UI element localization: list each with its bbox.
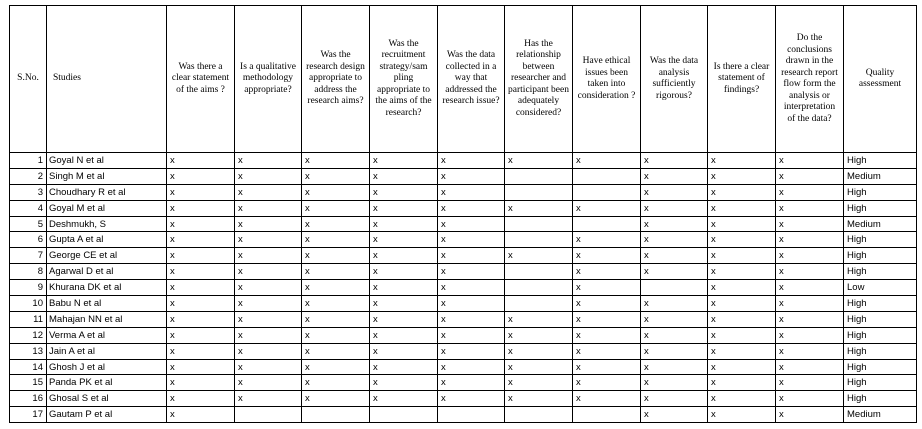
- quality-rating-cell: High: [844, 248, 917, 264]
- criterion-mark-cell: [235, 407, 302, 423]
- study-name-cell: Goyal N et al: [47, 153, 167, 169]
- criterion-mark-cell: x: [708, 407, 776, 423]
- criterion-mark-cell: x: [573, 153, 641, 169]
- criterion-mark-cell: x: [235, 216, 302, 232]
- criterion-mark-cell: x: [302, 232, 370, 248]
- table-row: [10, 168, 917, 184]
- criterion-mark-cell: x: [708, 248, 776, 264]
- criterion-mark-cell: x: [505, 359, 573, 375]
- criterion-mark-cell: [573, 216, 641, 232]
- criterion-mark-cell: x: [370, 168, 438, 184]
- quality-rating-cell: High: [844, 232, 917, 248]
- criterion-mark-cell: x: [167, 232, 235, 248]
- col-header-conclusions: Do the conclusions drawn in the research report flow form the analysis or interpretation of the data?: [776, 6, 844, 153]
- criterion-mark-cell: x: [438, 248, 505, 264]
- quality-rating-cell: Medium: [844, 407, 917, 423]
- criterion-mark-cell: x: [167, 375, 235, 391]
- col-header-design: Was the research design appropriate to address the research aims?: [302, 6, 370, 153]
- criterion-mark-cell: x: [708, 153, 776, 169]
- criterion-mark-cell: x: [641, 343, 708, 359]
- criterion-mark-cell: x: [776, 184, 844, 200]
- criterion-mark-cell: x: [573, 296, 641, 312]
- criterion-mark-cell: x: [641, 375, 708, 391]
- col-header-analysis: Was the data analysis sufficiently rigorous?: [641, 6, 708, 153]
- criterion-mark-cell: x: [235, 391, 302, 407]
- criterion-mark-cell: x: [302, 375, 370, 391]
- serial-number-cell: 15: [10, 375, 47, 391]
- study-name-cell: Gautam P et al: [47, 407, 167, 423]
- study-name-cell: Agarwal D et al: [47, 264, 167, 280]
- serial-number-cell: 2: [10, 168, 47, 184]
- criterion-mark-cell: x: [641, 264, 708, 280]
- criterion-mark-cell: x: [370, 359, 438, 375]
- study-name-cell: George CE et al: [47, 248, 167, 264]
- quality-rating-cell: Medium: [844, 168, 917, 184]
- col-header-findings: Is there a clear statement of findings?: [708, 6, 776, 153]
- criterion-mark-cell: x: [708, 296, 776, 312]
- criterion-mark-cell: x: [708, 216, 776, 232]
- criterion-mark-cell: x: [505, 200, 573, 216]
- criterion-mark-cell: x: [708, 232, 776, 248]
- criterion-mark-cell: x: [776, 232, 844, 248]
- criterion-mark-cell: [573, 168, 641, 184]
- criterion-mark-cell: x: [438, 280, 505, 296]
- serial-number-cell: 8: [10, 264, 47, 280]
- table-row: [10, 407, 917, 423]
- criterion-mark-cell: x: [708, 200, 776, 216]
- criterion-mark-cell: x: [776, 264, 844, 280]
- criterion-mark-cell: x: [708, 343, 776, 359]
- criterion-mark-cell: x: [776, 375, 844, 391]
- criterion-mark-cell: x: [708, 359, 776, 375]
- study-name-cell: Babu N et al: [47, 296, 167, 312]
- criterion-mark-cell: x: [776, 327, 844, 343]
- criterion-mark-cell: x: [370, 216, 438, 232]
- criterion-mark-cell: x: [776, 153, 844, 169]
- criterion-mark-cell: x: [302, 168, 370, 184]
- criterion-mark-cell: x: [167, 153, 235, 169]
- serial-number-cell: 11: [10, 311, 47, 327]
- criterion-mark-cell: x: [370, 184, 438, 200]
- col-header-aims: Was there a clear statement of the aims ?: [167, 6, 235, 153]
- criterion-mark-cell: x: [708, 375, 776, 391]
- serial-number-cell: 5: [10, 216, 47, 232]
- criterion-mark-cell: x: [641, 232, 708, 248]
- criterion-mark-cell: [505, 216, 573, 232]
- criterion-mark-cell: x: [641, 296, 708, 312]
- criterion-mark-cell: x: [302, 327, 370, 343]
- criterion-mark-cell: x: [235, 248, 302, 264]
- criterion-mark-cell: x: [573, 248, 641, 264]
- criterion-mark-cell: x: [167, 264, 235, 280]
- criterion-mark-cell: x: [302, 280, 370, 296]
- table-row: [10, 359, 917, 375]
- criterion-mark-cell: x: [438, 391, 505, 407]
- criterion-mark-cell: x: [302, 184, 370, 200]
- criterion-mark-cell: x: [167, 184, 235, 200]
- criterion-mark-cell: x: [776, 168, 844, 184]
- serial-number-cell: 13: [10, 343, 47, 359]
- study-name-cell: Singh M et al: [47, 168, 167, 184]
- criterion-mark-cell: x: [708, 168, 776, 184]
- quality-assessment-table: [9, 5, 917, 423]
- criterion-mark-cell: x: [167, 248, 235, 264]
- quality-rating-cell: High: [844, 200, 917, 216]
- study-name-cell: Ghosal S et al: [47, 391, 167, 407]
- criterion-mark-cell: x: [573, 359, 641, 375]
- col-header-relationship: Has the relationship between researcher and participant been adequately considered?: [505, 6, 573, 153]
- criterion-mark-cell: x: [505, 375, 573, 391]
- criterion-mark-cell: x: [776, 296, 844, 312]
- criterion-mark-cell: x: [370, 264, 438, 280]
- criterion-mark-cell: x: [505, 391, 573, 407]
- criterion-mark-cell: x: [235, 184, 302, 200]
- criterion-mark-cell: x: [776, 359, 844, 375]
- criterion-mark-cell: x: [708, 280, 776, 296]
- table-row: [10, 232, 917, 248]
- criterion-mark-cell: [573, 407, 641, 423]
- col-header-quality: Quality assessment: [844, 6, 917, 153]
- criterion-mark-cell: x: [167, 311, 235, 327]
- criterion-mark-cell: x: [302, 391, 370, 407]
- table-row: [10, 153, 917, 169]
- table-row: [10, 311, 917, 327]
- quality-rating-cell: High: [844, 391, 917, 407]
- criterion-mark-cell: x: [167, 216, 235, 232]
- criterion-mark-cell: x: [438, 359, 505, 375]
- table-row: [10, 280, 917, 296]
- serial-number-cell: 1: [10, 153, 47, 169]
- criterion-mark-cell: x: [370, 343, 438, 359]
- criterion-mark-cell: x: [302, 200, 370, 216]
- criterion-mark-cell: x: [235, 153, 302, 169]
- criterion-mark-cell: x: [167, 327, 235, 343]
- criterion-mark-cell: x: [370, 280, 438, 296]
- criterion-mark-cell: x: [573, 280, 641, 296]
- criterion-mark-cell: [505, 280, 573, 296]
- col-header-data-collection: Was the data collected in a way that addressed the research issue?: [438, 6, 505, 153]
- quality-rating-cell: High: [844, 153, 917, 169]
- quality-rating-cell: Low: [844, 280, 917, 296]
- criterion-mark-cell: x: [776, 311, 844, 327]
- study-name-cell: Khurana DK et al: [47, 280, 167, 296]
- criterion-mark-cell: [641, 280, 708, 296]
- quality-rating-cell: High: [844, 359, 917, 375]
- col-header-methodology: Is a qualitative methodology appropriate?: [235, 6, 302, 153]
- serial-number-cell: 3: [10, 184, 47, 200]
- serial-number-cell: 7: [10, 248, 47, 264]
- table-row: [10, 248, 917, 264]
- study-name-cell: Deshmukh, S: [47, 216, 167, 232]
- criterion-mark-cell: x: [573, 391, 641, 407]
- criterion-mark-cell: x: [370, 232, 438, 248]
- criterion-mark-cell: [505, 184, 573, 200]
- criterion-mark-cell: x: [370, 296, 438, 312]
- criterion-mark-cell: [302, 407, 370, 423]
- table-row: [10, 296, 917, 312]
- criterion-mark-cell: x: [641, 184, 708, 200]
- criterion-mark-cell: x: [438, 311, 505, 327]
- criterion-mark-cell: x: [370, 248, 438, 264]
- criterion-mark-cell: x: [573, 343, 641, 359]
- criterion-mark-cell: x: [573, 375, 641, 391]
- criterion-mark-cell: x: [167, 200, 235, 216]
- criterion-mark-cell: x: [235, 296, 302, 312]
- serial-number-cell: 16: [10, 391, 47, 407]
- criterion-mark-cell: x: [167, 296, 235, 312]
- criterion-mark-cell: x: [505, 343, 573, 359]
- header-row: [10, 6, 917, 153]
- criterion-mark-cell: x: [302, 153, 370, 169]
- criterion-mark-cell: x: [235, 280, 302, 296]
- criterion-mark-cell: x: [302, 248, 370, 264]
- study-name-cell: Ghosh J et al: [47, 359, 167, 375]
- criterion-mark-cell: x: [302, 343, 370, 359]
- criterion-mark-cell: x: [505, 153, 573, 169]
- serial-number-cell: 4: [10, 200, 47, 216]
- criterion-mark-cell: x: [235, 264, 302, 280]
- criterion-mark-cell: x: [505, 311, 573, 327]
- criterion-mark-cell: x: [438, 184, 505, 200]
- criterion-mark-cell: x: [708, 327, 776, 343]
- criterion-mark-cell: x: [573, 200, 641, 216]
- criterion-mark-cell: x: [776, 200, 844, 216]
- criterion-mark-cell: x: [302, 359, 370, 375]
- col-header-recruitment: Was the recruitment strategy/sam pling appropriate to the aims of the research?: [370, 6, 438, 153]
- criterion-mark-cell: x: [370, 375, 438, 391]
- serial-number-cell: 10: [10, 296, 47, 312]
- criterion-mark-cell: x: [641, 248, 708, 264]
- criterion-mark-cell: x: [776, 280, 844, 296]
- criterion-mark-cell: [573, 184, 641, 200]
- criterion-mark-cell: x: [776, 343, 844, 359]
- criterion-mark-cell: x: [302, 264, 370, 280]
- criterion-mark-cell: x: [641, 311, 708, 327]
- criterion-mark-cell: x: [167, 168, 235, 184]
- criterion-mark-cell: x: [370, 311, 438, 327]
- criterion-mark-cell: x: [167, 343, 235, 359]
- quality-rating-cell: Medium: [844, 216, 917, 232]
- serial-number-cell: 6: [10, 232, 47, 248]
- criterion-mark-cell: [505, 264, 573, 280]
- criterion-mark-cell: x: [235, 232, 302, 248]
- criterion-mark-cell: x: [438, 343, 505, 359]
- quality-rating-cell: High: [844, 343, 917, 359]
- criterion-mark-cell: x: [641, 407, 708, 423]
- criterion-mark-cell: x: [370, 153, 438, 169]
- criterion-mark-cell: x: [235, 200, 302, 216]
- criterion-mark-cell: x: [708, 184, 776, 200]
- criterion-mark-cell: [505, 168, 573, 184]
- criterion-mark-cell: x: [776, 391, 844, 407]
- criterion-mark-cell: x: [573, 327, 641, 343]
- study-name-cell: Mahajan NN et al: [47, 311, 167, 327]
- criterion-mark-cell: [370, 407, 438, 423]
- table-row: [10, 375, 917, 391]
- criterion-mark-cell: x: [302, 296, 370, 312]
- table-row: [10, 216, 917, 232]
- criterion-mark-cell: x: [167, 280, 235, 296]
- criterion-mark-cell: x: [167, 407, 235, 423]
- criterion-mark-cell: x: [573, 311, 641, 327]
- criterion-mark-cell: x: [302, 216, 370, 232]
- serial-number-cell: 12: [10, 327, 47, 343]
- criterion-mark-cell: x: [438, 264, 505, 280]
- quality-rating-cell: High: [844, 327, 917, 343]
- table-row: [10, 200, 917, 216]
- col-header-sno: S.No.: [10, 6, 47, 153]
- criterion-mark-cell: x: [302, 311, 370, 327]
- criterion-mark-cell: x: [708, 311, 776, 327]
- criterion-mark-cell: [438, 407, 505, 423]
- criterion-mark-cell: x: [235, 168, 302, 184]
- criterion-mark-cell: x: [708, 391, 776, 407]
- criterion-mark-cell: x: [235, 359, 302, 375]
- criterion-mark-cell: x: [235, 327, 302, 343]
- criterion-mark-cell: x: [438, 327, 505, 343]
- criterion-mark-cell: x: [438, 375, 505, 391]
- serial-number-cell: 17: [10, 407, 47, 423]
- table-row: [10, 391, 917, 407]
- criterion-mark-cell: x: [438, 168, 505, 184]
- quality-rating-cell: High: [844, 184, 917, 200]
- criterion-mark-cell: x: [235, 343, 302, 359]
- quality-rating-cell: High: [844, 264, 917, 280]
- table-row: [10, 264, 917, 280]
- criterion-mark-cell: x: [370, 391, 438, 407]
- criterion-mark-cell: x: [235, 375, 302, 391]
- criterion-mark-cell: x: [370, 200, 438, 216]
- quality-rating-cell: High: [844, 311, 917, 327]
- table-row: [10, 343, 917, 359]
- criterion-mark-cell: x: [776, 216, 844, 232]
- study-name-cell: Panda PK et al: [47, 375, 167, 391]
- serial-number-cell: 9: [10, 280, 47, 296]
- criterion-mark-cell: x: [641, 391, 708, 407]
- criterion-mark-cell: x: [235, 311, 302, 327]
- criterion-mark-cell: x: [641, 200, 708, 216]
- criterion-mark-cell: x: [438, 200, 505, 216]
- study-name-cell: Jain A et al: [47, 343, 167, 359]
- criterion-mark-cell: x: [641, 359, 708, 375]
- criterion-mark-cell: x: [641, 168, 708, 184]
- quality-rating-cell: High: [844, 296, 917, 312]
- criterion-mark-cell: x: [167, 391, 235, 407]
- criterion-mark-cell: x: [438, 296, 505, 312]
- serial-number-cell: 14: [10, 359, 47, 375]
- criterion-mark-cell: [505, 407, 573, 423]
- study-name-cell: Gupta A et al: [47, 232, 167, 248]
- criterion-mark-cell: x: [641, 327, 708, 343]
- criterion-mark-cell: x: [505, 248, 573, 264]
- study-name-cell: Choudhary R et al: [47, 184, 167, 200]
- study-name-cell: Goyal M et al: [47, 200, 167, 216]
- quality-rating-cell: High: [844, 375, 917, 391]
- study-name-cell: Verma A et al: [47, 327, 167, 343]
- col-header-ethics: Have ethical issues been taken into consideration ?: [573, 6, 641, 153]
- criterion-mark-cell: x: [573, 232, 641, 248]
- criterion-mark-cell: [505, 232, 573, 248]
- criterion-mark-cell: x: [438, 216, 505, 232]
- criterion-mark-cell: x: [708, 264, 776, 280]
- criterion-mark-cell: x: [776, 248, 844, 264]
- criterion-mark-cell: x: [438, 232, 505, 248]
- criterion-mark-cell: [505, 296, 573, 312]
- criterion-mark-cell: x: [370, 327, 438, 343]
- table-row: [10, 184, 917, 200]
- table-body: [10, 153, 917, 423]
- criterion-mark-cell: x: [641, 216, 708, 232]
- table-row: [10, 327, 917, 343]
- criterion-mark-cell: x: [438, 153, 505, 169]
- criterion-mark-cell: x: [505, 327, 573, 343]
- criterion-mark-cell: x: [167, 359, 235, 375]
- col-header-studies: Studies: [47, 6, 167, 153]
- criterion-mark-cell: x: [641, 153, 708, 169]
- criterion-mark-cell: x: [776, 407, 844, 423]
- criterion-mark-cell: x: [573, 264, 641, 280]
